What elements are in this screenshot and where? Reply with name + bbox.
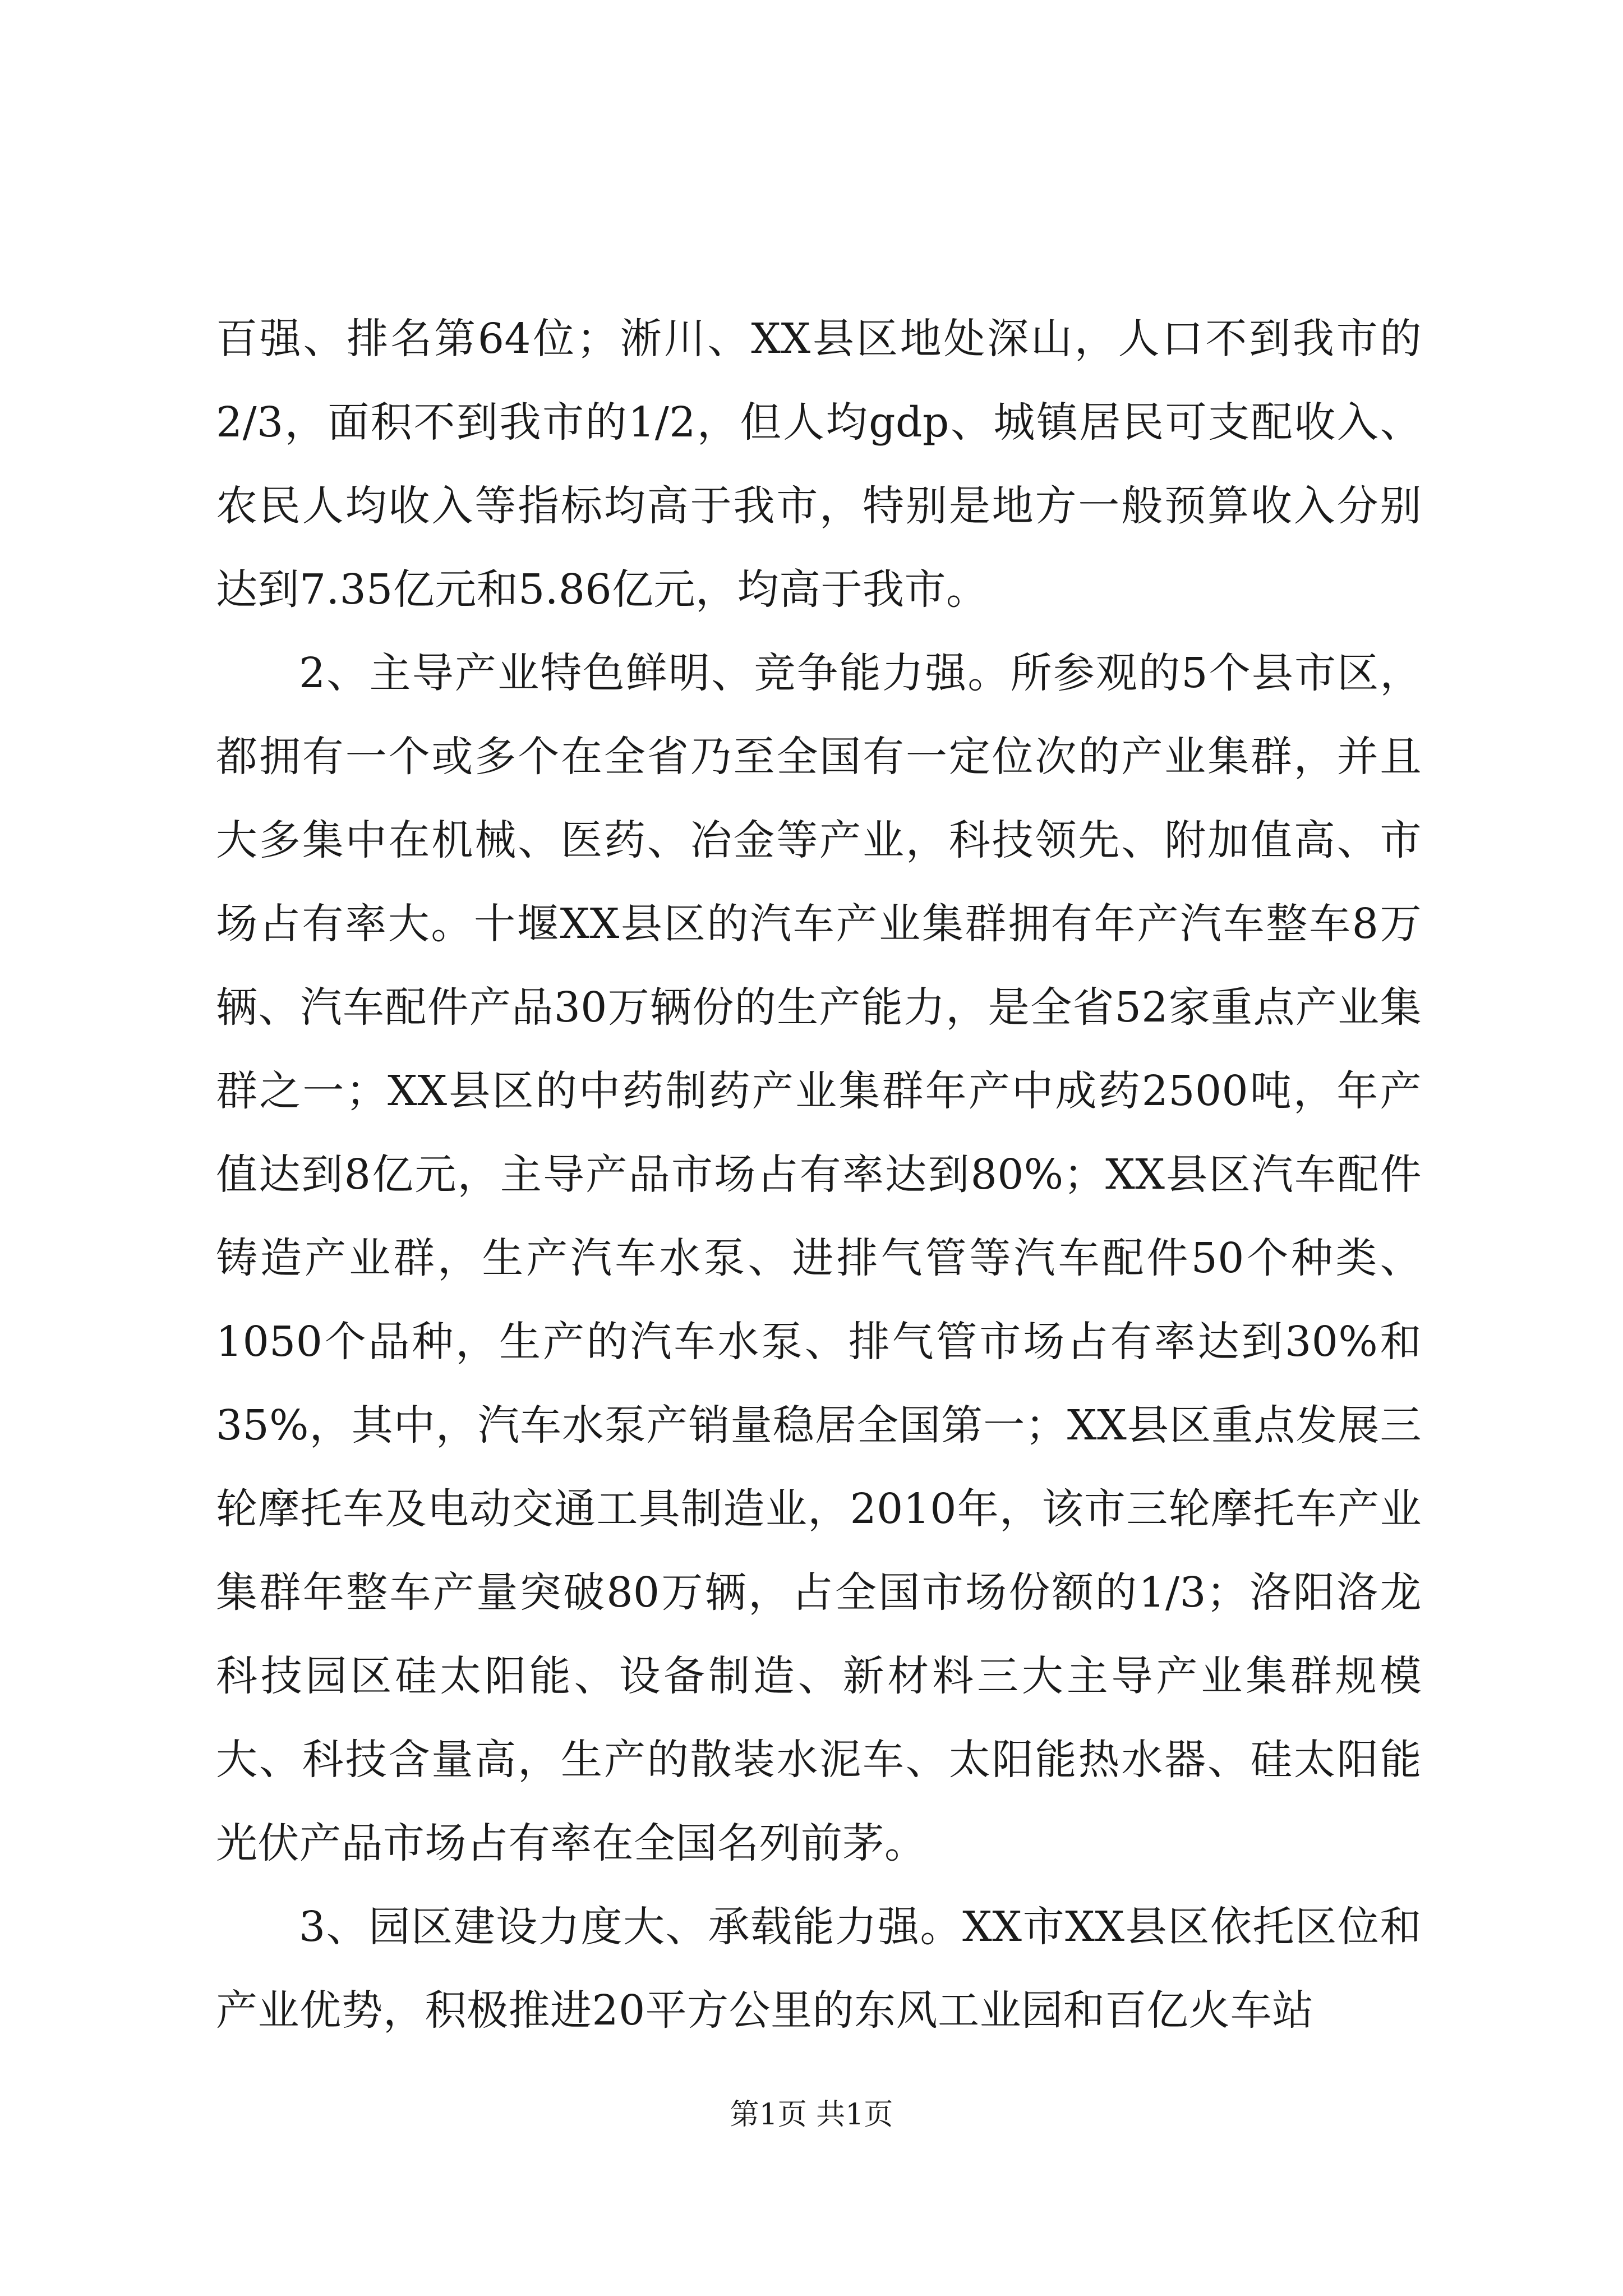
page-footer: 第1页 共1页	[730, 2098, 893, 2132]
paragraph-park: 3、园区建设力度大、承载能力强。XX市XX县区依托区位和产业优势，积极推进20平方公里的东风工业园和百亿火车站	[216, 1903, 1422, 2035]
document-body	[216, 297, 1422, 2053]
paragraph-industry: 2、主导产业特色鲜明、竞争能力强。所参观的5个县市区，都拥有一个或多个在全省乃至全国有一定位次的产业集群，并且大多集中在机械、医药、冶金等产业，科技领先、附加值高、市场占有率大。十堰XX县区的汽车产业集群拥有年产汽车整车8万辆、汽车配件产品30万辆份的生产能力，是全省52家重点产业集群之一；XX县区的中药制药产业集群年产中成药2500吨，年产值达到8亿元，主导产品市场占有率达到80%；XX县区汽车配件铸造产业群，生产汽车水泵、进排气管等汽车配件50个种类、1050个品种，生产的汽车水泵、排气管市场占有率达到30%和35%，其中，汽车水泵产销量稳居全国第一；XX县区重点发展三轮摩托车及电动交通工具制造业，2010年，该市三轮摩托车产业集群年整车产量突破80万辆，占全国市场份额的1/3；洛阳洛龙科技园区硅太阳能、设备制造、新材料三大主导产业集群规模大、科技含量高，生产的散装水泥车、太阳能热水器、硅太阳能光伏产品市场占有率在全国名列前茅。	[216, 649, 1422, 1867]
paragraph-continuation: 百强、排名第64位；淅川、XX县区地处深山，人口不到我市的2/3，面积不到我市的1/2，但人均gdp、城镇居民可支配收入、农民人均收入等指标均高于我市，特别是地方一般预算收入分别达到7.35亿元和5.86亿元，均高于我市。	[216, 315, 1422, 614]
